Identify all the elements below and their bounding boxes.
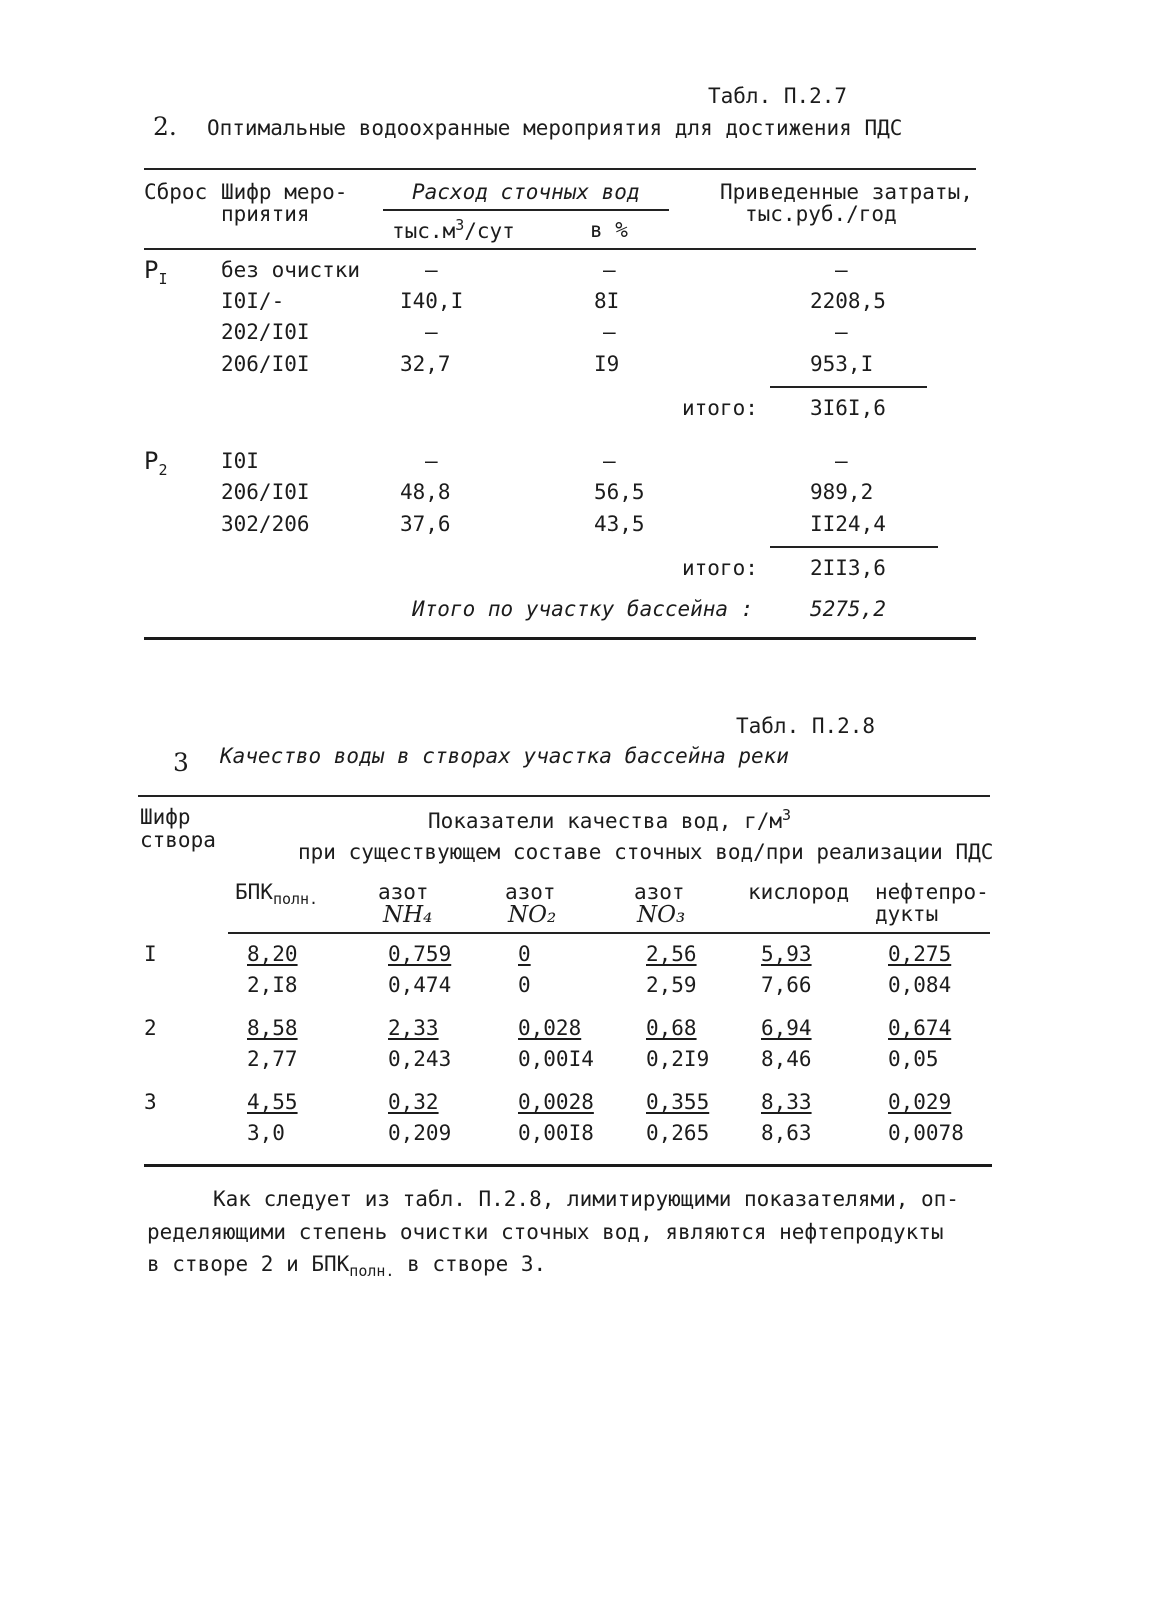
table2-number: 3	[173, 748, 189, 777]
t2-r1-no2-bottom: 0	[518, 973, 531, 997]
t2-r1-no2-top: 0	[518, 942, 531, 966]
t2-r2-no2-bottom: 0,00I4	[518, 1047, 594, 1071]
t1-g2-r2-cost: 989,2	[810, 480, 874, 504]
t2-r1-id: I	[144, 942, 157, 966]
t2-r1-oil-bottom: 0,084	[888, 973, 952, 997]
t1-g1-r3-cost: –	[835, 320, 848, 344]
t2-r3-no3-bottom: 0,265	[646, 1121, 710, 1145]
t2-r3-no3-top: 0,355	[646, 1090, 710, 1114]
t1-g1-r1-flow: –	[425, 258, 438, 282]
t2-r2-o2-top: 6,94	[761, 1016, 812, 1040]
t2-r1-bpk-bottom: 2,I8	[247, 973, 298, 997]
t2-col-bpk	[235, 880, 318, 908]
t2-r2-no3-bottom: 0,2I9	[646, 1047, 710, 1071]
t1-flow-units-tail: /сут	[464, 219, 515, 243]
t1-g1-r4-cost: 953,I	[810, 352, 874, 376]
t1-group1-discharge	[144, 256, 167, 288]
t2-r3-bpk-bottom: 3,0	[247, 1121, 285, 1145]
t1-group1-discharge-letter: Р	[144, 256, 159, 284]
t1-g2-r2-percent: 56,5	[594, 480, 645, 504]
t2-header-quality-sub: при существующем составе сточных вод/при реализации ПДС	[298, 840, 994, 864]
t2-r1-o2-top: 5,93	[761, 942, 812, 966]
t2-r1-no3-bottom: 2,59	[646, 973, 697, 997]
paragraph-line-3-sub: полн.	[349, 1262, 395, 1281]
t2-r1-bpk-top: 8,20	[247, 942, 298, 966]
t1-g1-r3-percent: –	[603, 320, 616, 344]
t1-grand-total-label: Итого по участку бассейна :	[412, 597, 754, 621]
t2-r2-bpk-top: 8,58	[247, 1016, 298, 1040]
t1-g2-r3-cost: II24,4	[810, 512, 886, 536]
t2-r3-o2-bottom: 8,63	[761, 1121, 812, 1145]
t1-header-percent: в %	[590, 218, 628, 242]
t1-flow-units-text: тыс.м	[392, 219, 456, 243]
t1-g1-r2-cost: 2208,5	[810, 289, 886, 313]
t1-g1-r1-cost: –	[835, 258, 848, 282]
t2-r2-oil-bottom: 0,05	[888, 1047, 939, 1071]
t2-r3-bpk-top: 4,55	[247, 1090, 298, 1114]
t2-col-oil-2: дукты	[875, 902, 939, 926]
paragraph-line-2: ределяющими степень очистки сточных вод, являются нефтепродукты	[147, 1220, 944, 1244]
t1-group1-total-label: итого:	[682, 396, 758, 420]
t2-col-nh4-1: азот	[378, 880, 429, 904]
t1-header-flow-rule	[383, 209, 669, 211]
t2-r1-nh4-bottom: 0,474	[388, 973, 452, 997]
t2-r2-bpk-bottom: 2,77	[247, 1047, 298, 1071]
t2-r3-id: 3	[144, 1090, 157, 1114]
t2-r1-oil-top: 0,275	[888, 942, 952, 966]
t2-col-oxygen: кислород	[748, 880, 850, 904]
t2-r3-no2-bottom: 0,00I8	[518, 1121, 594, 1145]
table2-label: Табл. П.2.8	[736, 714, 876, 738]
t2-col-nh4-2: NH₄	[383, 902, 433, 928]
t1-group1-subtotal-rule	[770, 386, 927, 388]
t1-g1-r2-percent: 8I	[594, 289, 620, 313]
t2-header-cipher-1: Шифр	[140, 805, 191, 829]
t1-group2-total: 2II3,6	[810, 556, 886, 580]
t1-g2-r3-cipher: 302/206	[221, 512, 310, 536]
t1-g1-r4-flow: 32,7	[400, 352, 451, 376]
t1-g2-r2-cipher: 206/I0I	[221, 480, 310, 504]
t1-g1-r4-percent: I9	[594, 352, 620, 376]
t1-group1-total: 3I6I,6	[810, 396, 886, 420]
t2-r1-no3-top: 2,56	[646, 942, 697, 966]
t2-header-quality-text: Показатели качества вод, г/м	[428, 809, 783, 833]
t2-r3-oil-bottom: 0,0078	[888, 1121, 964, 1145]
t1-flow-units-sup: 3	[455, 216, 465, 234]
t1-g1-r3-cipher: 202/I0I	[221, 320, 310, 344]
t1-g1-r2-cipher: I0I/-	[221, 289, 285, 313]
t1-group2-discharge-letter: Р	[144, 447, 159, 475]
t2-r2-oil-top: 0,674	[888, 1016, 952, 1040]
t2-col-bpk-sub: полн.	[272, 890, 319, 909]
t2-r3-no2-top: 0,0028	[518, 1090, 594, 1114]
t2-r1-o2-bottom: 7,66	[761, 973, 812, 997]
t1-g2-r3-percent: 43,5	[594, 512, 645, 536]
t1-group2-discharge-sub: 2	[158, 460, 168, 479]
t1-g2-r3-flow: 37,6	[400, 512, 451, 536]
t1-header-discharge: Сброс	[144, 180, 208, 204]
table1-label: Табл. П.2.7	[708, 84, 848, 108]
t2-r2-no2-top: 0,028	[518, 1016, 582, 1040]
t1-group2-discharge	[144, 447, 167, 479]
t1-header-cipher-1: Шифр меро-	[221, 180, 348, 204]
t2-r3-nh4-bottom: 0,209	[388, 1121, 452, 1145]
t2-r2-o2-bottom: 8,46	[761, 1047, 812, 1071]
t2-col-no3-2: NO₃	[637, 902, 686, 928]
t1-g2-r1-percent: –	[603, 449, 616, 473]
t1-group2-total-label: итого:	[682, 556, 758, 580]
table1-number: 2.	[153, 112, 177, 141]
t2-col-no3-1: азот	[634, 880, 685, 904]
t1-grand-total: 5275,2	[810, 597, 886, 621]
t2-header-quality	[428, 806, 791, 833]
t2-r2-no3-top: 0,68	[646, 1016, 697, 1040]
paragraph-line-3	[147, 1252, 546, 1280]
t2-r3-oil-top: 0,029	[888, 1090, 952, 1114]
t1-header-cipher-2: приятия	[221, 202, 310, 226]
paragraph-line-3-b: в створе 3.	[394, 1252, 547, 1276]
t1-group2-subtotal-rule	[770, 546, 938, 548]
t1-header-cost-2: тыс.руб./год	[745, 202, 897, 226]
t1-g1-r1-percent: –	[603, 258, 616, 282]
t2-r2-id: 2	[144, 1016, 157, 1040]
table2-header-rule	[228, 932, 990, 934]
t1-g1-r1-cipher: без очистки	[221, 258, 361, 282]
t2-col-no2-1: азот	[505, 880, 556, 904]
table1-top-rule	[144, 168, 976, 170]
paragraph-line-3-a: в створе 2 и БПК	[147, 1252, 350, 1276]
table1-bottom-rule	[144, 637, 976, 640]
t2-col-no2-2: NO₂	[508, 902, 557, 928]
t1-g1-r2-flow: I40,I	[400, 289, 464, 313]
t1-header-flow: Расход сточных вод	[412, 180, 640, 204]
t2-header-cipher-2: створа	[140, 828, 216, 852]
t1-header-cost-1: Приведенные затраты,	[720, 180, 973, 204]
t1-g2-r1-flow: –	[425, 449, 438, 473]
table2-title: Качество воды в створах участка бассейна реки	[220, 744, 789, 768]
paragraph-line-1: Как следует из табл. П.2.8, лимитирующими показателями, оп-	[213, 1187, 959, 1211]
t2-header-quality-sup: 3	[782, 806, 792, 824]
t1-g2-r1-cost: –	[835, 449, 848, 473]
t2-r2-nh4-bottom: 0,243	[388, 1047, 452, 1071]
table2-top-rule	[138, 795, 990, 797]
t1-g2-r2-flow: 48,8	[400, 480, 451, 504]
t2-col-oil-1: нефтепро-	[875, 880, 989, 904]
t1-g1-r3-flow: –	[425, 320, 438, 344]
t2-r1-nh4-top: 0,759	[388, 942, 452, 966]
table1-title: Оптимальные водоохранные мероприятия для достижения ПДС	[207, 116, 903, 140]
t1-group1-discharge-sub: I	[158, 269, 168, 288]
table2-bottom-rule	[144, 1164, 992, 1167]
t2-r3-o2-top: 8,33	[761, 1090, 812, 1114]
t2-r3-nh4-top: 0,32	[388, 1090, 439, 1114]
t2-r2-nh4-top: 2,33	[388, 1016, 439, 1040]
table1-header-rule	[144, 248, 976, 250]
t1-g2-r1-cipher: I0I	[221, 449, 259, 473]
t1-header-flow-units	[392, 216, 515, 243]
t1-g1-r4-cipher: 206/I0I	[221, 352, 310, 376]
t2-col-bpk-label: БПК	[235, 880, 273, 904]
